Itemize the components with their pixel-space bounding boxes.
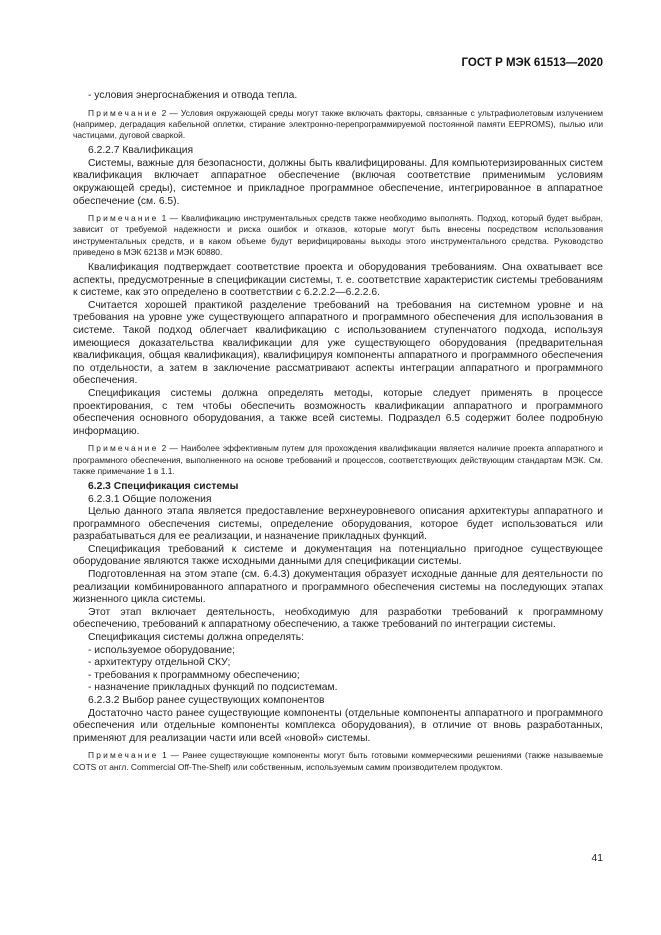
paragraph: Спецификация системы должна определять методы, которые следует применять в процессе проектирования, с тем чтобы обеспечить возможность квалификации аппаратного и программного обеспечения основного оборудования, а также всей системы. Подраздел 6.5 содержит более подробную информацию. (73, 387, 603, 437)
note-text: 2 — Наиболее эффективным путем для прохождения квалификации является наличие проекта аппаратного и программного обеспечения, выполненного на основе требований и процессов, соответствующих действующим стандартам МЭК. См. также примечание 1 в 1.1. (73, 443, 603, 476)
note-text: 2 — Условия окружающей среды могут также включать факторы, связанные с ультрафиолетовым излучением (например, деградация кабельной оплетки, стирание электронно-перепрограммируемой постоянной памяти EEPROMS), пылью или частицами, дуговой сваркой. (73, 107, 603, 140)
paragraph: Спецификация системы должна определять: (88, 632, 304, 644)
paragraph: Целью данного этапа является предоставление верхнеуровневого описания архитектуры аппаратного и программного обеспечения системы, определение оборудования, которое будет использоваться или разрабатываться для ее реализации, и назначение прикладных функций. (73, 506, 603, 543)
document-body (73, 90, 603, 773)
subsection-heading: 6.2.2.7 Квалификация (88, 145, 194, 157)
list-item: - назначение прикладных функций по подсистемам. (88, 682, 338, 694)
subsection-heading: 6.2.3.2 Выбор ранее существующих компонентов (88, 695, 325, 706)
paragraph: Системы, важные для безопасности, должны быть квалифицированы. Для компьютеризированных систем квалификация включает аппаратное обеспечение (включая соответствие применимым условиям окружающей среды), системное и прикладное программное обеспечение, интегрированное в аппаратное обеспечение (см. 6.5). (73, 157, 603, 207)
paragraph: Квалификация подтверждает соответствие проекта и оборудования требованиям. Она охватывает все аспекты, предусмотренные в спецификации системы, т. е. соответствие характеристик системы требованиям к системе, как это определено в соответствии с 6.2.2.2—6.2.2.6. (73, 261, 603, 299)
note-label: Примечание (88, 213, 159, 224)
note (73, 443, 603, 477)
list-item: - требования к программному обеспечению; (88, 669, 300, 681)
list-item: - условия энергоснабжения и отвода тепла. (88, 90, 298, 101)
note (73, 213, 603, 258)
paragraph: Этот этап включает деятельность, необходимую для разработки требований к программному обеспечению, требований к аппаратному обеспечению, а также требований по интеграции системы. (73, 606, 603, 631)
page-number: 41 (591, 853, 603, 864)
list-item: - используемое оборудование; (88, 644, 236, 656)
paragraph: Спецификация требований к системе и документация на потенциально пригодное существующее оборудование являются также исходными данными для спецификации системы. (73, 543, 603, 568)
note (73, 750, 603, 772)
note-label: Примечание (88, 750, 159, 761)
paragraph: Подготовленная на этом этапе (см. 6.4.3) документация образует исходные данные для деятельности по реализации комбинированного аппаратного и программного обеспечения системы на последующих этапах жизненного цикла системы. (73, 569, 603, 606)
section-heading: 6.2.3 Спецификация системы (88, 480, 239, 492)
list-item: - архитектуру отдельной СКУ; (88, 657, 231, 669)
note-text: 1 — Квалификацию инструментальных средств также необходимо выполнять. Подход, который будет выбран, зависит от требуемой надежности и риска ошибок и отказов, которые могут быть внесены посредством использования инструментальных средств, и в каком объеме будут верифицированы выходы этого инструментального средства. Руководство приведено в МЭК 62138 и МЭК 60880. (73, 213, 603, 257)
note-text: 1 — Ранее существующие компоненты могут быть готовыми коммерческими решениями (также называемые COTS от англ. Commercial Off-The-Shelf) или собственным, используемым самим производителем продуктом. (73, 750, 603, 772)
paragraph: Достаточно часто ранее существующие компоненты (отдельные компоненты аппаратного и программного обеспечения или отдельные компоненты комплекса оборудования), в отличие от вновь разработанных, применяют для реализации части или всей «новой» системы. (73, 707, 603, 744)
note-label: Примечание (88, 107, 159, 118)
note-label: Примечание (88, 443, 159, 454)
standard-header: ГОСТ Р МЭК 61513—2020 (461, 57, 603, 69)
subsection-heading: 6.2.3.1 Общие положения (88, 493, 212, 505)
note (73, 108, 603, 142)
paragraph: Считается хорошей практикой разделение требований на требования на системном уровне и на требования на уровне уже существующего аппаратного и программного обеспечения для использования в системе. Такой подход облегчает квалификацию с использованием ступенчатого подхода, используя имеющиеся доказательства квалификации для уже существующего оборудования (предварительная квалификация, общая квалификация), квалифицируя компоненты аппаратного и программного обеспечения по отдельности, а затем в заключение рассматривают аспекты интеграции аппаратного и программного обеспечения. (73, 299, 603, 387)
